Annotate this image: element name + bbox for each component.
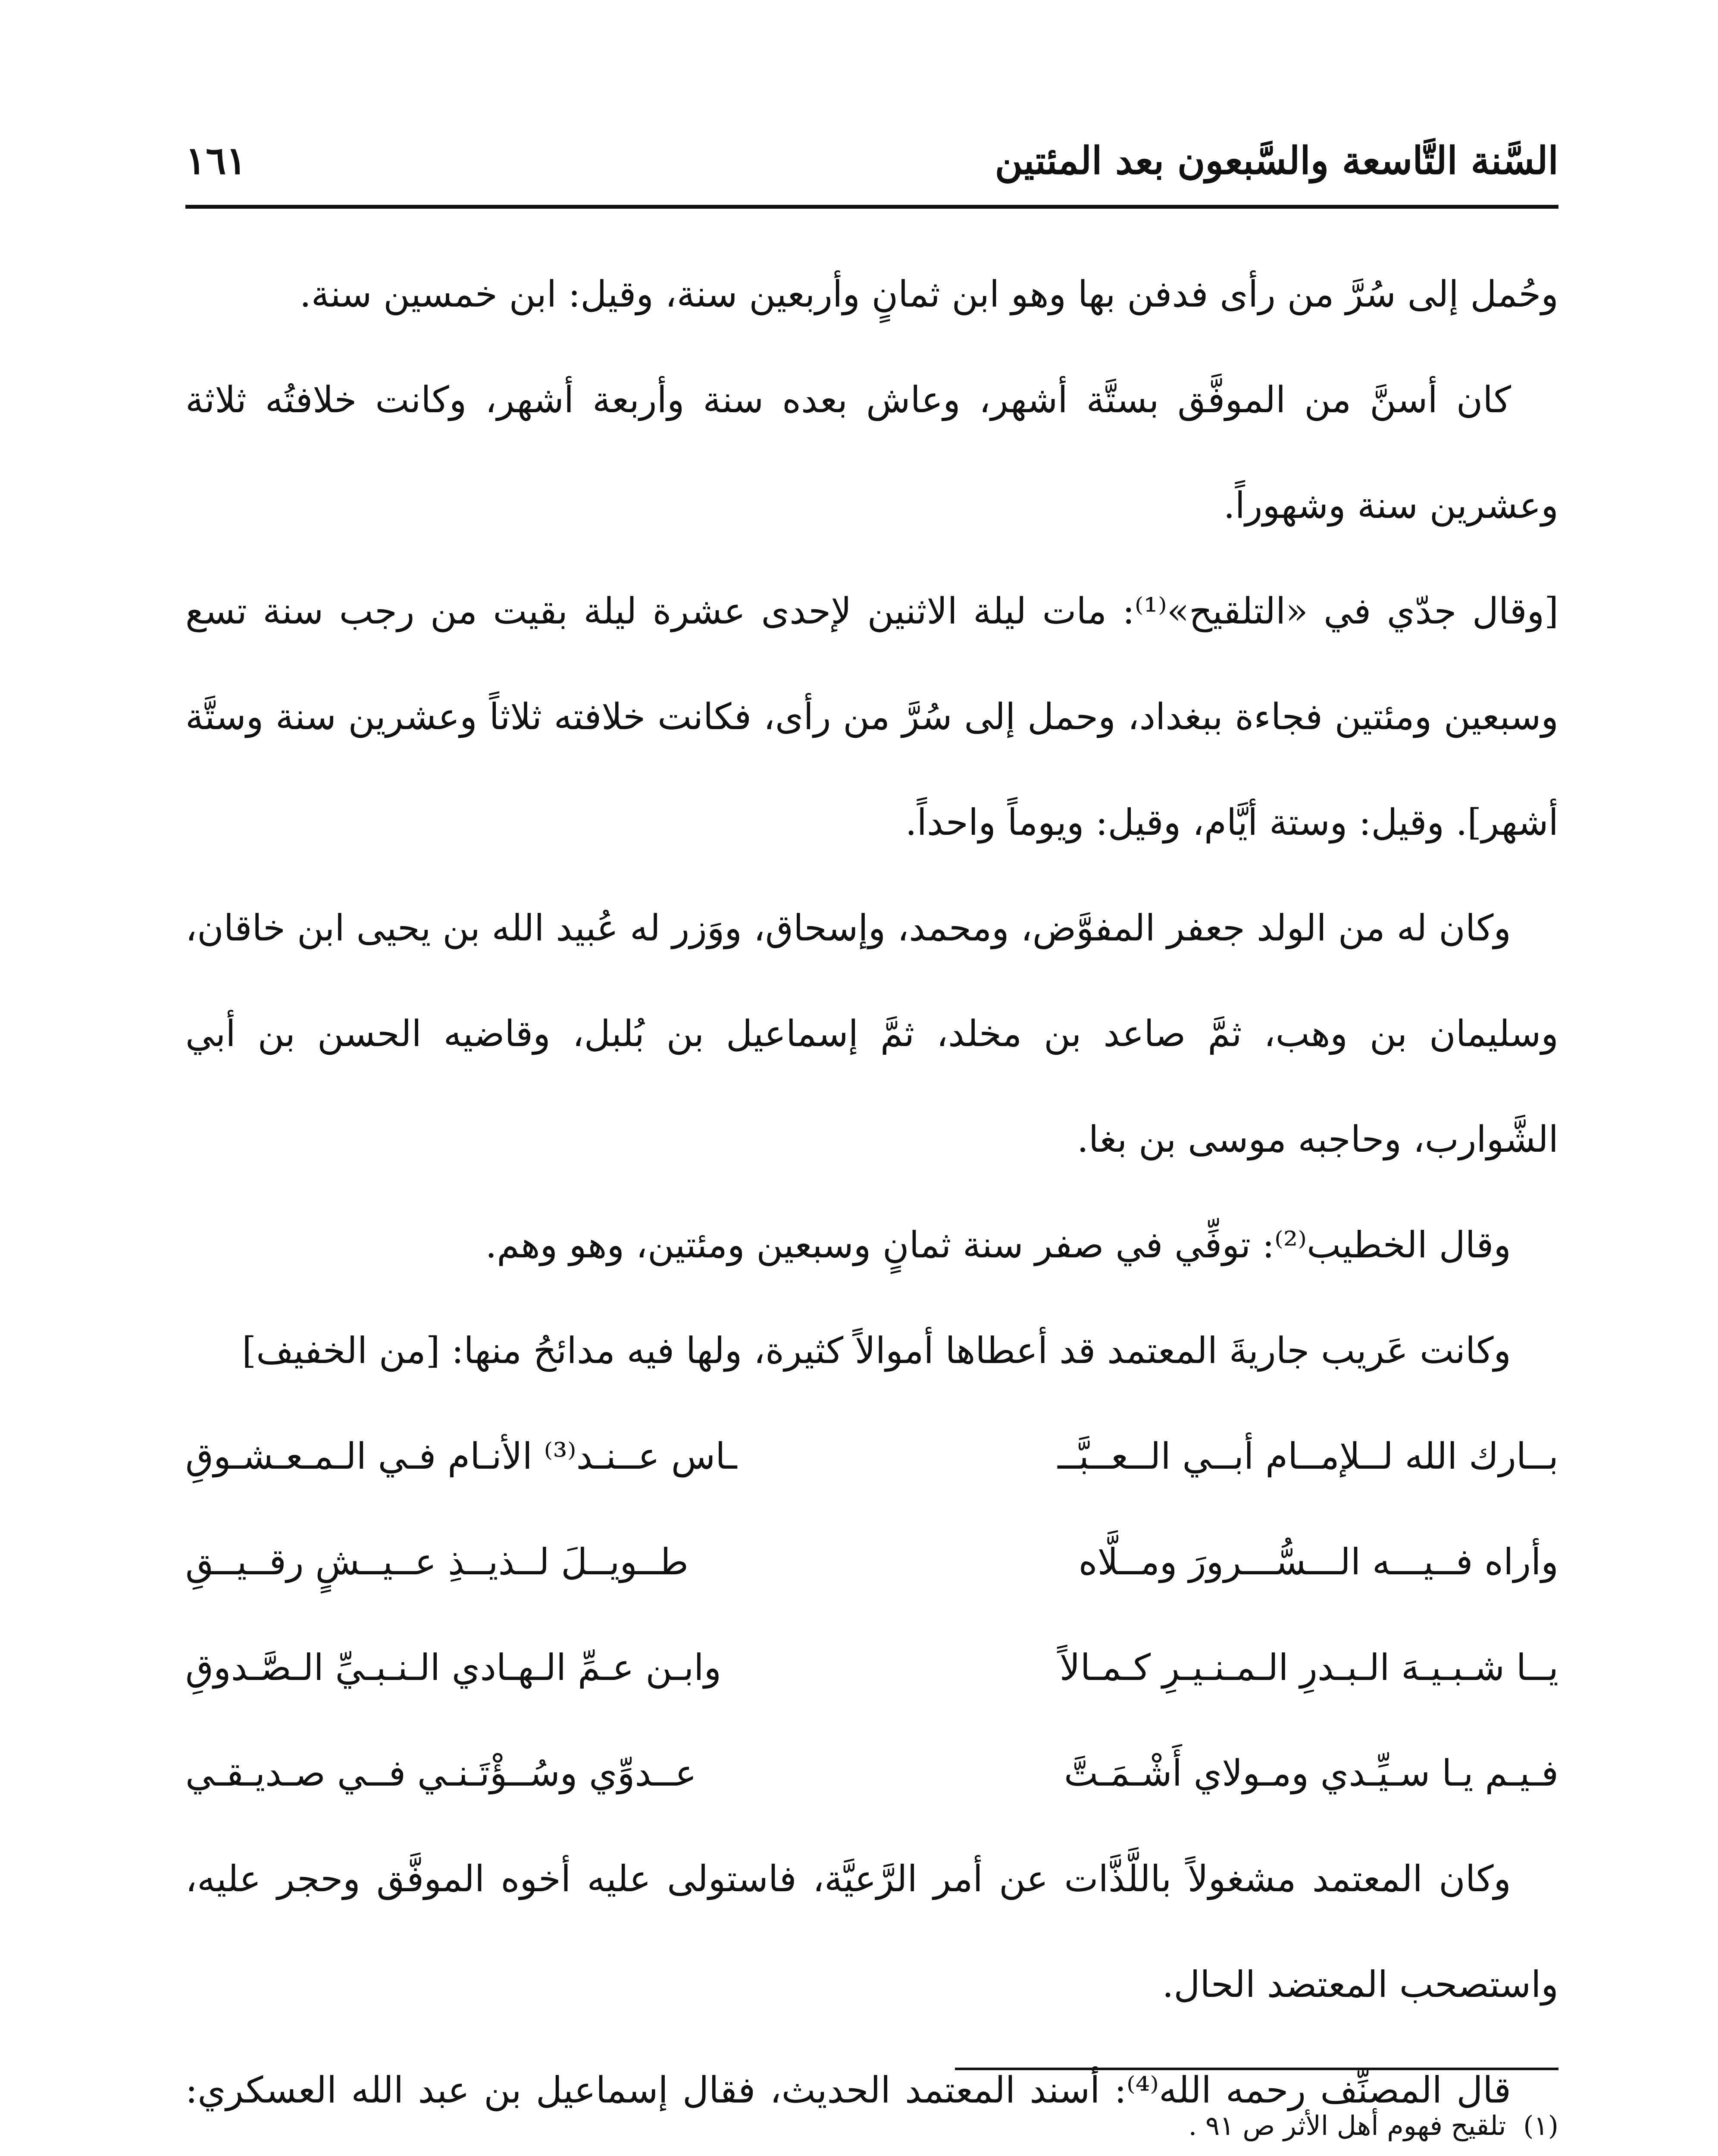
footnotes [185,2093,1558,2156]
verse-4-first-hemistich: فـيـم يـا سـيِّـدي ومـولاي أَشْـمَـتَّ [1064,1752,1558,1794]
paragraph-4: وكان له من الولد جعفر المفوَّض، ومحمد، وإسحاق، ووَزر له عُبيد الله بن يحيى ابن خاقان، وسليمان بن وهب، ثمَّ صاعد بن مخلد، ثمَّ إسماعيل بن بُلبل، وقاضيه الحسن بن أبي الشَّوارب، وحاجبه موسى بن بغا. [185,907,1558,1160]
paragraph-5: وقال الخطيب⁽²⁾: توفِّي في صفر سنة ثمانٍ وسبعين ومئتين، وهو وهم. [485,1224,1511,1266]
verse-1 [185,1404,1558,1509]
verse-2-first-hemistich: وأراه فــيـــه الـــسُّـــرورَ ومــلَّاه [1078,1541,1558,1583]
paragraph-7: وكان المعتمد مشغولاً باللَّذَّات عن أمر الرَّعيَّة، فاستولى عليه أخوه الموفَّق وحجر عليه، واستصحب المعتضد الحال. [185,1858,1558,2006]
page-number: ١٦١ [185,138,247,183]
verse-2-second-hemistich: طــويــلَ لــذيــذِ عــيــشٍ رقــيــقِ [185,1541,688,1583]
footnote-rule [955,2068,1558,2070]
verse-3-second-hemistich: وابـن عـمِّ الـهـادي الـنـبـيِّ الـصَّـدوقِ [185,1646,722,1689]
paragraph-1: وحُمل إلى سُرَّ من رأى فدفن بها وهو ابن ثمانٍ وأربعين سنة، وقيل: ابن خمسين سنة. [300,273,1558,315]
paragraph-6: وكانت عَريب جاريةَ المعتمد قد أعطاها أموالاً كثيرة، ولها فيه مدائحُ منها: [من الخفيف] [242,1329,1511,1372]
verse-4-second-hemistich: عــدوِّي وسُــؤْتَـنـي فــي صـديـقـي [185,1752,697,1794]
verse-4 [185,1720,1558,1826]
paragraph-3: [وقال جدّي في «التلقيح»⁽¹⁾: مات ليلة الاثنين لإحدى عشرة ليلة بقيت من رجب سنة تسع وسبعين ومئتين فجاءة ببغداد، وحمل إلى سُرَّ من رأى، فكانت خلافته ثلاثاً وعشرين سنة وستَّة أشهر]. وقيل: وستة أيَّام، وقيل: ويوماً واحداً. [185,590,1558,843]
main-text [185,241,1558,2156]
footnote-text: تلقيح فهوم أهل الأثر ص ٩١ . [1188,2110,1506,2141]
verse-3-first-hemistich: يــا شـبـيـهَ الـبـدرِ الـمـنـيـرِ كـمـالاً [1059,1646,1558,1689]
page-header [185,129,1558,203]
verse-1-second-hemistich: ـاس عــنـد⁽³⁾ الأنـام فـي الـمـعـشـوقِ [185,1435,737,1477]
verse-1-first-hemistich: بــارك الله لــلإمــام أبــي الــعــبَّــ [1058,1435,1558,1477]
running-title: السَّنة التَّاسعة والسَّبعون بعد المئتين [995,138,1558,183]
header-rule [185,205,1558,209]
paragraph-2: كان أسنَّ من الموفَّق بستَّة أشهر، وعاش بعده سنة وأربعة أشهر، وكانت خلافتُه ثلاثة وعشرين سنة وشهوراً. [185,379,1558,526]
paragraph-8: قال المصنِّف رحمه الله⁽⁴⁾: أسند المعتمد الحديث، فقال إسماعيل بن عبد الله العسكري: [185,2069,1511,2111]
verse-3 [185,1615,1558,1720]
poem [185,1404,1558,1826]
footnote-number: (١) [1523,2110,1558,2141]
footnote-1 [185,2093,1558,2156]
verse-2 [185,1509,1558,1615]
